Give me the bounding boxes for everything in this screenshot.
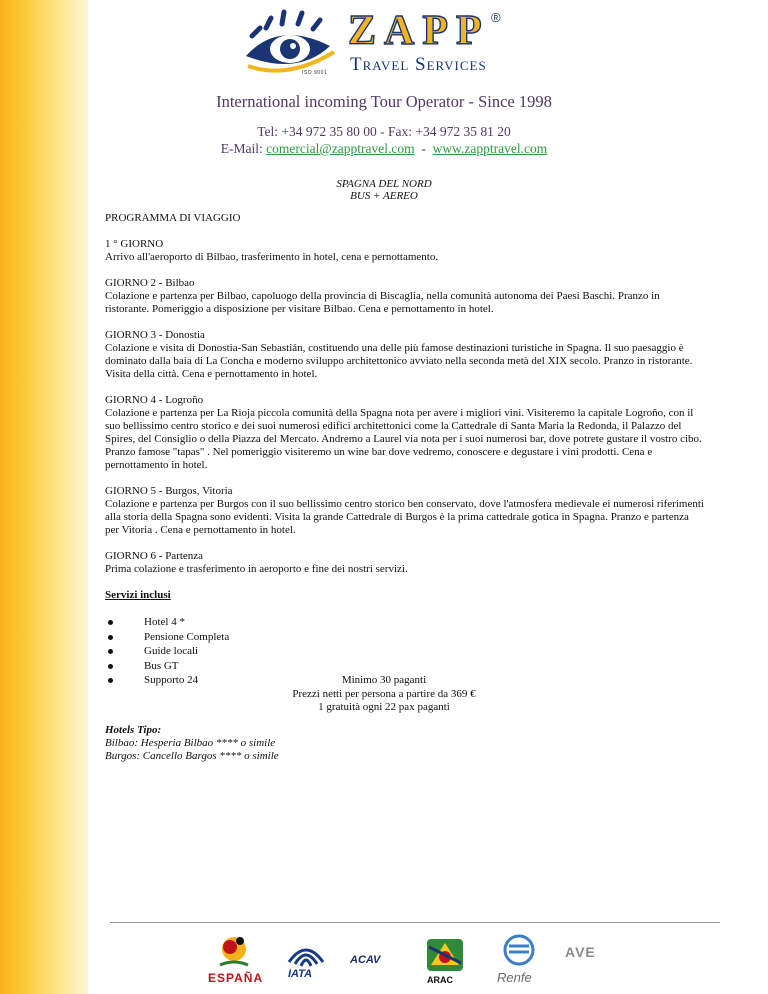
- day-text: Colazione e visita di Donostia-San Sebastián, costituendo una delle più famose destinazioni turistiche in Spagna. Il suo paesaggio è dominato dalla baia di La Concha e moderno sviluppo architettonico avviato nella seconda metà del XIX secolo. Pranzo in ristorante. Visita della città. Cena e pernottamento in hotel.: [105, 342, 693, 380]
- hotels-title: Hotels Tipo:: [105, 724, 162, 736]
- pricing-block: [0, 674, 768, 715]
- service-label: Hotel 4 *: [144, 616, 185, 628]
- arac-logo: [425, 937, 465, 987]
- iata-logo: [285, 942, 327, 986]
- day-section: [105, 238, 705, 264]
- ave-wordmark: AVE: [565, 944, 596, 960]
- renfe-emblem-icon: [497, 934, 543, 968]
- destination-title: SPAGNA DEL NORD: [336, 178, 432, 190]
- email-web-line: [0, 141, 768, 157]
- hotels-block: [105, 724, 279, 763]
- bullet-icon: [108, 664, 113, 669]
- footer-divider: [110, 922, 720, 923]
- service-label: Bus GT: [144, 659, 179, 672]
- program-body: [105, 212, 705, 688]
- list-item: [105, 630, 705, 645]
- iata-wordmark: IATA: [288, 968, 313, 980]
- brand-name: ZAPP: [348, 8, 490, 54]
- service-label: Guide locali: [144, 645, 199, 657]
- day-title: GIORNO 3 - Donostia: [105, 329, 205, 341]
- day-section: [105, 329, 705, 381]
- service-label: Pensione Completa: [144, 630, 230, 643]
- day-text: Colazione e partenza per La Rioja piccola comunità della Spagna nota per avere i migliori vini. Visiteremo la capitale Logroño, con il suo bellissimo centro storico e dei suoi numerosi edifici architettonici come la Cattedrale di Santa Maria la Redonda, il Palazzo del Spires, del Consiglio o della Piazza del Mercato. Andremo a Laurel via nota per i suoi numerosi bar, dove potrete gustare il vostro cibo. Pranzo famose "tapas" . Nel pomeriggio visiteremo un wine bar dove vedremo, conoscere e degustare i vini prodotti. Cena e pernottamento in hotel.: [105, 407, 702, 471]
- hotel-item: Burgos: Cancello Bargos **** o simile: [105, 750, 279, 762]
- day-section: [105, 394, 705, 472]
- email-link[interactable]: comercial@zapptravel.com: [266, 141, 415, 156]
- list-item: [105, 615, 705, 630]
- day-title: GIORNO 6 - Partenza: [105, 550, 204, 562]
- brand-subtitle: Travel Services: [350, 54, 487, 75]
- day-title: GIORNO 4 - Logroño: [105, 394, 204, 406]
- hotel-item: Bilbao: Hesperia Bilbao **** o simile: [105, 737, 276, 749]
- bullet-icon: [108, 620, 113, 625]
- day-section: [105, 485, 705, 537]
- day-text: Prima colazione e trasferimento in aeroporto e fine dei nostri servizi.: [105, 563, 408, 575]
- bullet-icon: [108, 649, 113, 654]
- espana-wordmark: ESPAÑA: [208, 971, 264, 985]
- day-title: 1 ° GIORNO: [105, 238, 164, 250]
- day-title: GIORNO 5 - Burgos, Vitoria: [105, 485, 233, 497]
- iata-globe-icon: [285, 942, 327, 968]
- espana-sun-icon: [206, 935, 262, 973]
- day-text: Arrivo all'aeroporto di Bilbao, trasferimento in hotel, cena e pernottamento.: [105, 251, 439, 263]
- iso-mark: ISO 9001: [302, 70, 328, 76]
- day-text: Colazione e partenza per Burgos con il suo bellissimo centro storico ben conservato, dove l'atmosfera medievale ei numerosi riferimenti alla storia della Spagna sono evidenti. Visita la grande Cattedrale di Burgos è la prima cattedrale gotica in Spagna. Pranzo e partenza per Vitoria . Cena e pernottamento in hotel.: [105, 498, 704, 536]
- ave-logo: [565, 944, 605, 970]
- registered-mark: ®: [491, 10, 501, 25]
- zapp-logo: [238, 6, 528, 82]
- espana-logo: [206, 935, 262, 987]
- transport-subtitle: BUS + AEREO: [350, 190, 418, 202]
- list-item: [105, 644, 705, 659]
- day-section: [105, 550, 705, 576]
- day-text: Colazione e partenza per Bilbao, capoluogo della provincia di Biscaglia, nella comunità autonoma dei Paesi Baschi. Pranzo in ristorante. Pomeriggio a disposizione per visitare Bilbao. Cena e pernottamento in hotel.: [105, 290, 660, 315]
- service-label: Supporto 24: [144, 674, 199, 686]
- acav-wordmark: ACAV: [350, 954, 381, 966]
- arac-wordmark: ARAC: [427, 975, 453, 985]
- acav-logo: [350, 950, 398, 970]
- phone-fax-line: Tel: +34 972 35 80 00 - Fax: +34 972 35 81 20: [257, 124, 511, 139]
- net-price: Prezzi netti per persona a partire da 369 €: [292, 687, 476, 700]
- list-item: [105, 659, 705, 674]
- program-title: PROGRAMMA DI VIAGGIO: [105, 212, 241, 224]
- website-link[interactable]: www.zapptravel.com: [432, 141, 548, 156]
- arac-emblem-icon: [425, 937, 465, 973]
- day-title: GIORNO 2 - Bilbao: [105, 277, 195, 289]
- renfe-logo: [497, 934, 543, 988]
- eye-logo-icon: [238, 6, 350, 82]
- company-tagline: International incoming Tour Operator - Since 1998: [216, 92, 552, 111]
- free-place-policy: 1 gratuità ogni 22 pax paganti: [318, 701, 450, 713]
- minimum-pax: Minimo 30 paganti: [341, 674, 427, 686]
- email-label: E-Mail:: [220, 141, 263, 156]
- contact-separator: -: [421, 141, 426, 156]
- renfe-wordmark: Renfe: [497, 970, 532, 985]
- day-section: [105, 277, 705, 316]
- services-title: Servizi inclusi: [105, 589, 171, 601]
- bullet-icon: [108, 635, 113, 640]
